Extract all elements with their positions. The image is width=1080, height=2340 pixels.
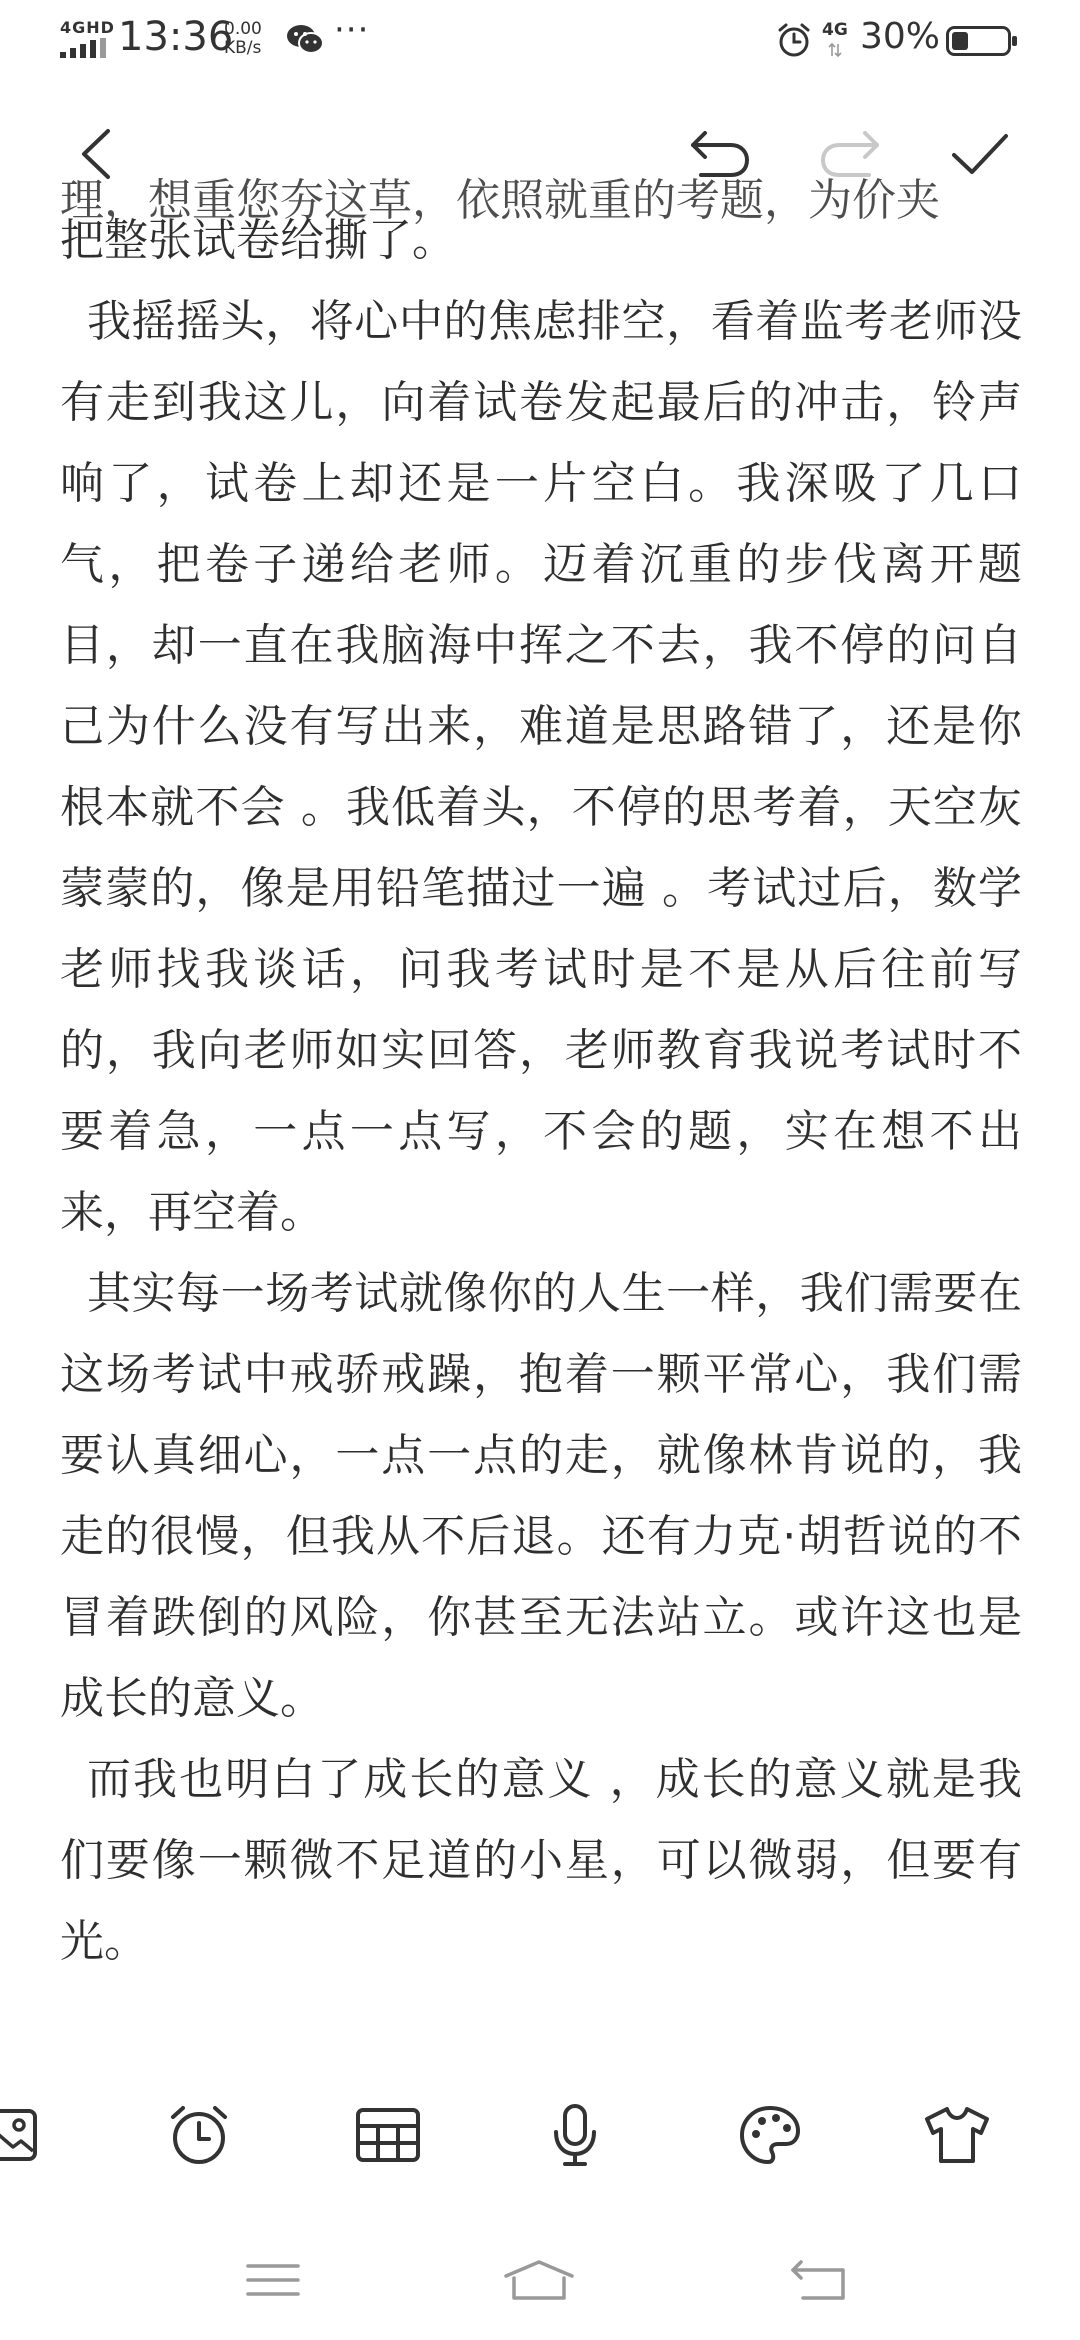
menu-icon	[246, 2260, 300, 2300]
alarm-icon	[776, 22, 812, 58]
alarm-clock-icon	[167, 2103, 231, 2167]
status-bar	[0, 0, 1080, 84]
system-nav-bar	[0, 2210, 1080, 2340]
note-body[interactable]	[60, 160, 1022, 1982]
color-theme-button[interactable]	[735, 2100, 805, 2170]
home-button[interactable]	[494, 2250, 584, 2310]
paragraph[interactable]: 而我也明白了成长的意义 ，成长的意义就是我们要像一颗微不足道的小星，可以微弱，但要有光。	[60, 1754, 1022, 1967]
tshirt-icon	[923, 2105, 991, 2165]
battery-percent: 30%	[860, 16, 941, 57]
speed-unit: KB/s	[224, 38, 262, 58]
clock-time: 13:36	[118, 14, 234, 60]
insert-image-button[interactable]	[0, 2100, 42, 2170]
network-label: 4GHD	[60, 18, 115, 37]
note-editor[interactable]	[0, 175, 1080, 2022]
image-icon	[0, 2105, 39, 2165]
voice-input-button[interactable]	[540, 2100, 610, 2170]
skin-button[interactable]	[922, 2100, 992, 2170]
battery-icon	[946, 26, 1018, 56]
partial-line: 理，想重您夯这草，依照就重的考题，为价夹	[60, 175, 940, 226]
signal-icon	[60, 38, 106, 58]
paragraph[interactable]: 其实每一场考试就像你的人生一样，我们需要在这场考试中戒骄戒躁，抱着一颗平常心，我们需要认真细心，一点一点的走，就像林肯说的，我走的很慢，但我从不后退。还有力克·胡哲说的不冒着跌倒的风险，你甚至无法站立。或许这也是成长的意义。	[60, 1268, 1022, 1724]
network-speed	[224, 20, 262, 58]
paragraph[interactable]: 我摇摇头，将心中的焦虑排空，看着监考老师没有走到我这儿，向着试卷发起最后的冲击，铃声响了，试卷上却还是一片空白。我深吸了几口气，把卷子递给老师。迈着沉重的步伐离开题目，却一直在我脑海中挥之不去，我不停的问自己为什么没有写出来，难道是思路错了，还是你根本就不会 。我低着头，不停的思考着，天空灰蒙蒙的，像是用铅笔描过一遍 。考试过后，数学老师找我谈话，问我考试时是不是从后往前写的，我向老师如实回答，老师教育我说考试时不要着急，一点一点写，不会的题，实在想不出来，再空着。	[60, 296, 1023, 1238]
net-type: 4G	[822, 20, 848, 40]
back-nav-button[interactable]	[774, 2250, 864, 2310]
insert-table-button[interactable]	[353, 2100, 423, 2170]
table-icon	[355, 2106, 421, 2164]
palette-icon	[738, 2104, 802, 2166]
microphone-icon	[550, 2102, 600, 2168]
more-notifications: ···	[334, 10, 370, 50]
back-icon	[789, 2258, 849, 2302]
paragraph[interactable]: 把整张试卷给撕了。	[60, 215, 456, 266]
speed-value: 0.00	[224, 19, 262, 39]
format-toolbar	[0, 2022, 1080, 2202]
data-arrows-icon	[828, 42, 842, 58]
wechat-icon	[286, 22, 324, 56]
reminder-button[interactable]	[164, 2100, 234, 2170]
battery-fill	[952, 32, 968, 50]
home-icon	[502, 2258, 576, 2302]
recent-apps-button[interactable]	[228, 2250, 318, 2310]
